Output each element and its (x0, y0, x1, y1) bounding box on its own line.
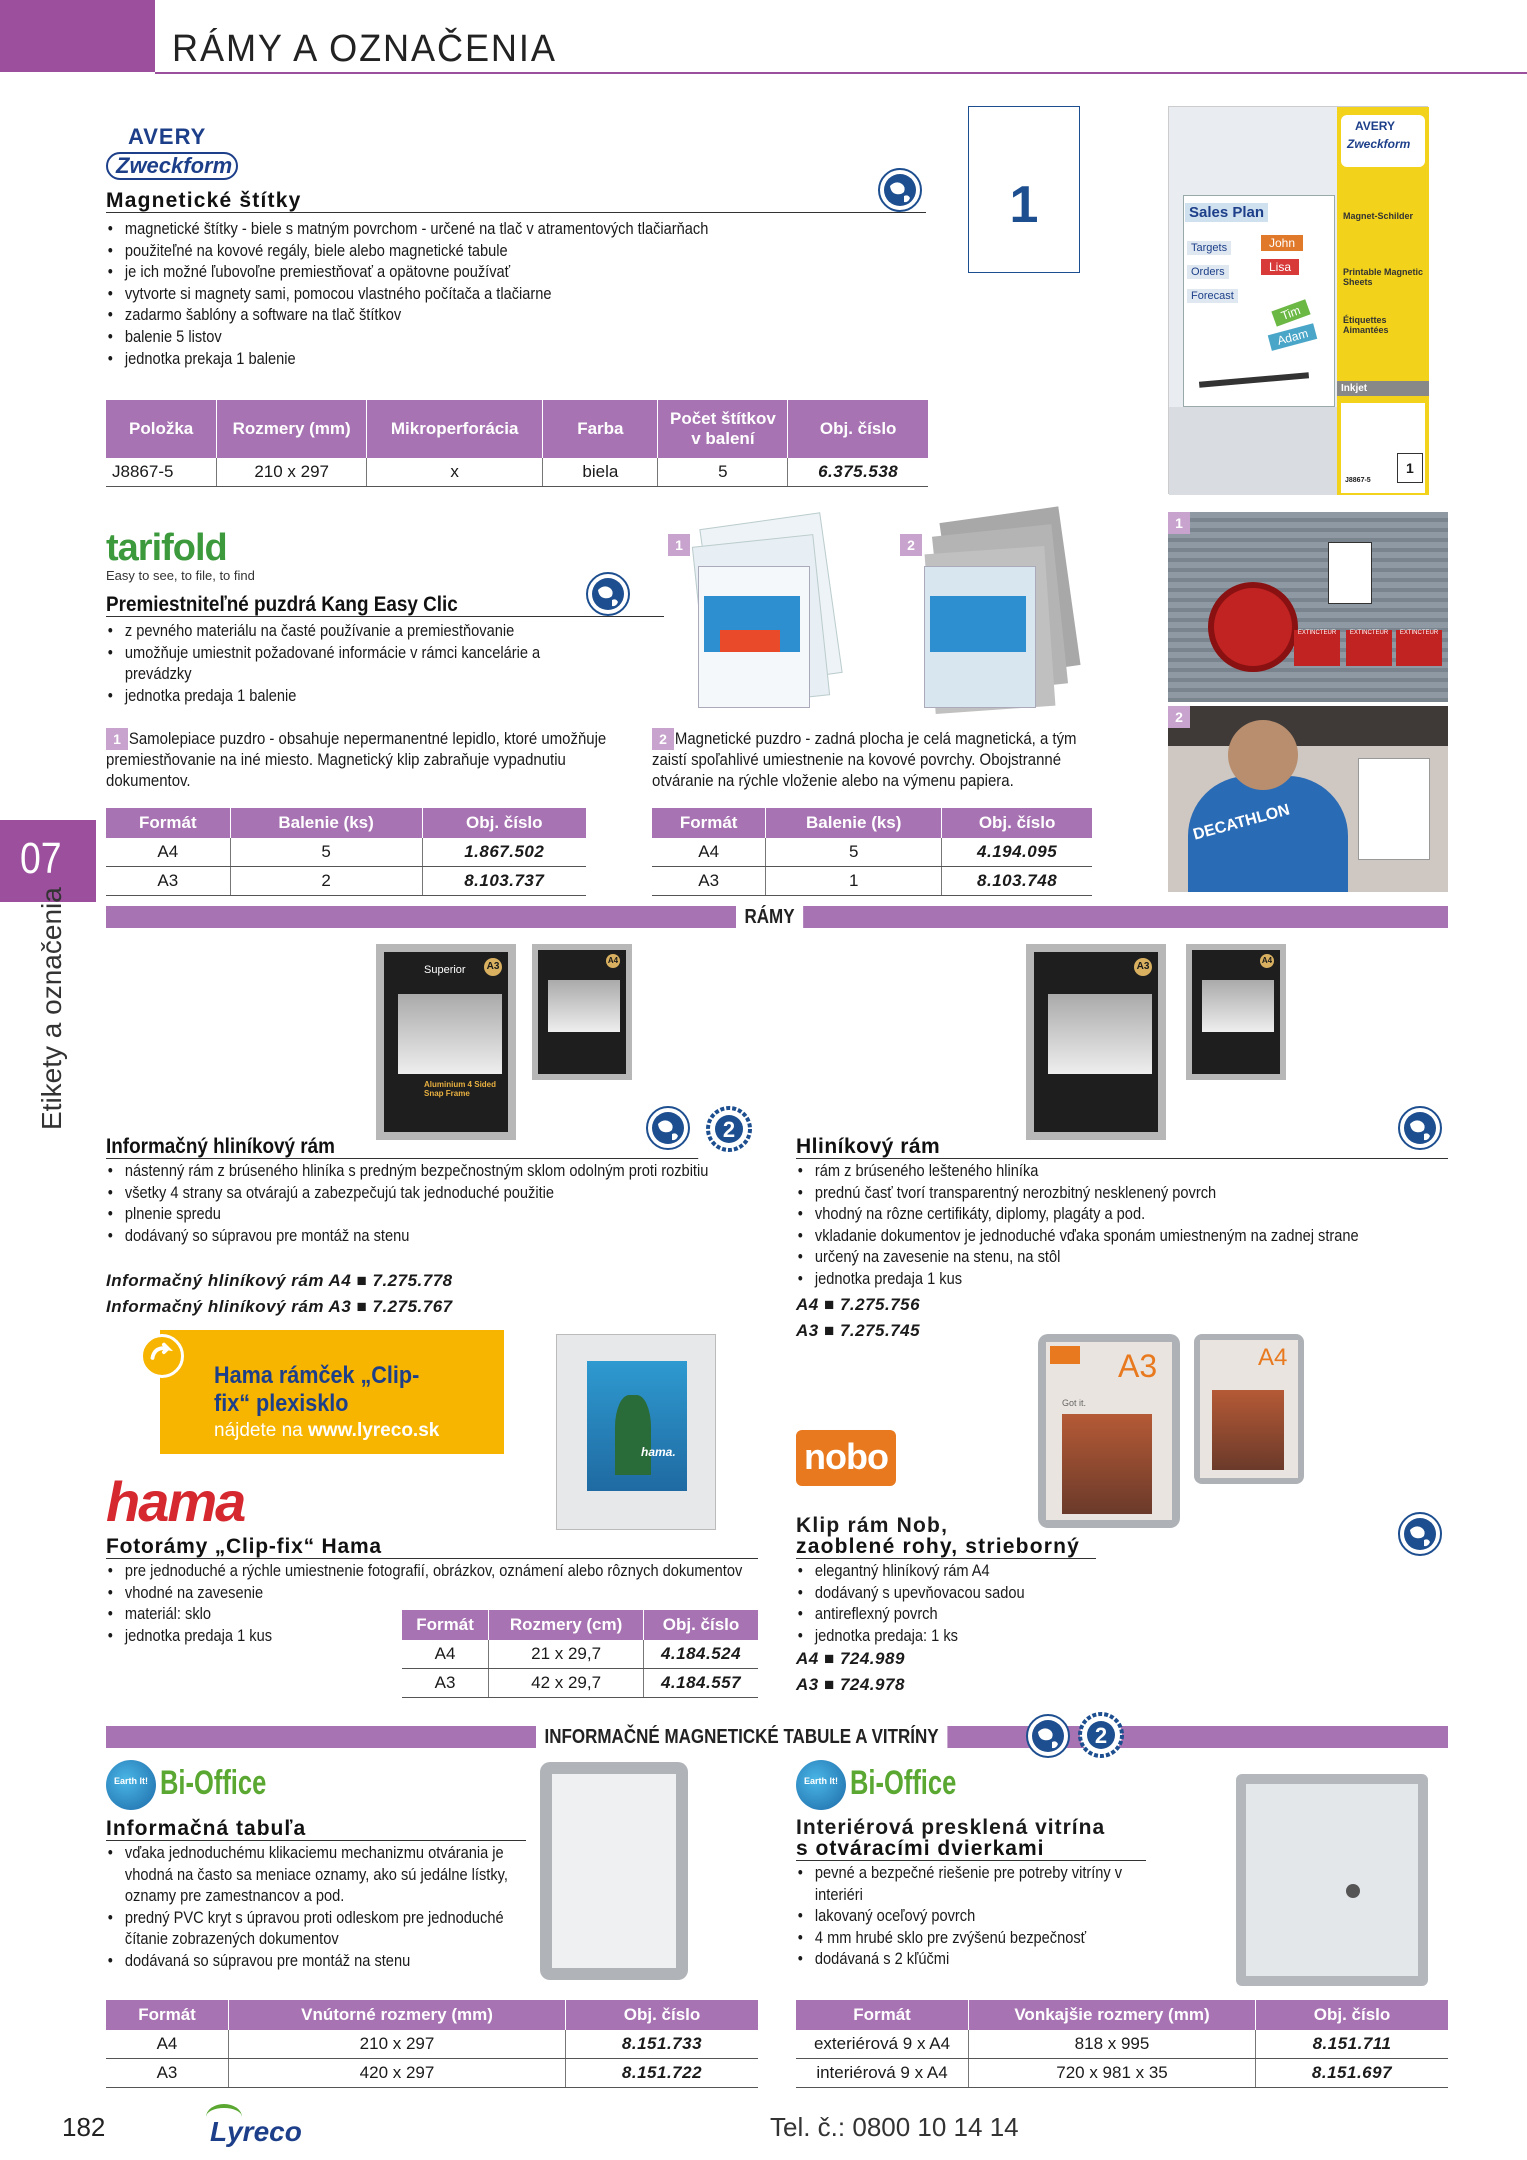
table-cell: J8867-5 (106, 458, 217, 487)
list-item: • pevné a bezpečné riešenie pre potreby vitríny v interiéri (796, 1862, 1159, 1905)
table-header: Rozmery (cm) (489, 1610, 644, 1640)
shirt-text: DECATHLON (1191, 801, 1292, 844)
table-row (106, 2059, 758, 2088)
table-header: Obj. číslo (422, 808, 586, 838)
nobo-bullets (796, 1560, 1396, 1646)
snap-frame-image-a3 (376, 944, 516, 1140)
table-cell: 4.184.557 (644, 1669, 758, 1698)
table-cell: 8.103.748 (942, 867, 1092, 896)
pack-text: Tim (1271, 299, 1310, 326)
table-cell: 5 (230, 838, 422, 867)
table-cell: A4 (106, 2030, 229, 2059)
list-item: • všetky 4 strany sa otvárajú a zabezpečujú tak jednoduché použitie (106, 1182, 656, 1204)
tarifold-table-1 (106, 808, 586, 896)
aluminium-frame-bullets (796, 1160, 1448, 1290)
table-header: Formát (652, 808, 766, 838)
globe-icon (586, 572, 630, 616)
list-item: • elegantný hliníkový rám A4 (796, 1560, 1312, 1582)
table-row (796, 2059, 1448, 2088)
table-header: Počet štítkov v balení (658, 400, 788, 458)
nobo-logo (796, 1430, 896, 1486)
info-board-image (540, 1762, 688, 1980)
list-item: • dodávaný so súpravou pre montáž na stenu (106, 1225, 656, 1247)
hama-logo: hama (106, 1470, 245, 1533)
footer-phone: Tel. č.: 0800 10 14 14 (770, 2112, 1019, 2142)
tarifold-logo (106, 528, 255, 583)
table-header: Rozmery (mm) (217, 400, 367, 458)
table-cell: 420 x 297 (229, 2059, 566, 2088)
pack-text: Magnet-Schilder (1343, 211, 1414, 221)
frame-label: Superior (424, 964, 466, 976)
svg-text:2: 2 (722, 1117, 736, 1142)
image-number: 1 (668, 534, 690, 556)
chapter-label: Etikety a označenia (36, 887, 67, 1130)
table-header: Formát (402, 1610, 489, 1640)
info-frame-title: Informačný hliníkový rám (106, 1136, 698, 1159)
earth-it-text: Earth It! (803, 1776, 838, 1786)
globe-icon (1026, 1714, 1070, 1758)
frame-format: A3 (1118, 1348, 1158, 1384)
hama-title: Fotorámy „Clip-fix“ Hama (106, 1536, 758, 1559)
table-header: Obj. číslo (1256, 2000, 1449, 2030)
table-cell: biela (543, 458, 658, 487)
table-cell: 1.867.502 (422, 838, 586, 867)
table-cell: 1 (766, 867, 942, 896)
nobo-frame-image-a4 (1194, 1334, 1304, 1484)
info-board-title: Informačná tabuľa (106, 1818, 526, 1841)
globe-icon (1398, 1512, 1442, 1556)
list-item: • pre jednoduché a rýchle umiestnenie fotografií, obrázkov, oznámení alebo rôznych dokumentov (106, 1560, 744, 1582)
desc-number: 2 (652, 728, 674, 750)
table-cell: 5 (766, 838, 942, 867)
table-cell: 818 x 995 (969, 2030, 1256, 2059)
avery-pack-image (1168, 106, 1428, 494)
svg-text:2: 2 (1094, 1723, 1108, 1748)
kang-pouch-image-2 (920, 510, 1090, 710)
list-item: • je ich možné ľubovoľne premiestňovať a opätovne používať (106, 261, 811, 283)
table-header: Formát (106, 2000, 229, 2030)
pack-text: Sales Plan (1185, 203, 1268, 222)
list-item: • antireflexný povrch (796, 1603, 1312, 1625)
warranty-2-icon (1078, 1712, 1124, 1758)
showcase-title-line1: Interiérová presklená vitrína (796, 1816, 1106, 1839)
pack-text: J8867-5 (1345, 477, 1371, 484)
order-code: Informačný hliníkový rám A4 ■ 7.275.778 (106, 1271, 453, 1290)
earth-it-logo (106, 1760, 156, 1810)
pack-text: Forecast (1187, 289, 1238, 303)
avery-bullets (106, 218, 926, 369)
table-row (652, 838, 1092, 867)
sign-text: EXTINCTEUR (1294, 630, 1340, 666)
table-cell: A3 (106, 867, 230, 896)
kang-pouch-image-1 (690, 510, 860, 710)
promo-sub-text: nájdete na (214, 1420, 309, 1441)
promo-title: Hama rámček „Clip-fix“ plexisklo (214, 1362, 420, 1417)
table-cell: A4 (652, 838, 766, 867)
table-row (652, 867, 1092, 896)
header-rule (155, 72, 1527, 74)
snap-frame-image-a4 (532, 944, 632, 1080)
showcase-table (796, 2000, 1448, 2088)
pack-text: 1 (1397, 453, 1423, 483)
frame-label: A4 (1260, 954, 1274, 968)
table-cell: 5 (658, 458, 788, 487)
tarifold-bullets (106, 620, 626, 706)
list-item: • určený na zavesenie na stenu, na stôl (796, 1246, 1357, 1268)
label-layout-box (968, 106, 1080, 273)
table-cell: x (367, 458, 543, 487)
avery-logo (106, 118, 236, 180)
table-cell: 4.184.524 (644, 1640, 758, 1669)
list-item: • vytvorte si magnety sami, pomocou vlastného počítača a tlačiarne (106, 283, 811, 305)
photo-brand: hama. (641, 1445, 676, 1459)
frame-label: Aluminium 4 Sided Snap Frame (424, 1080, 497, 1098)
decathlon-photo (1168, 706, 1448, 892)
pack-text: Étiquettes Aimantées (1343, 315, 1389, 335)
table-header: Obj. číslo (788, 400, 928, 458)
clip-fix-frame-image (556, 1334, 716, 1530)
table-row (402, 1669, 758, 1698)
section-title-ramy: RÁMY (736, 906, 803, 928)
list-item: • jednotka predaja 1 kus (106, 1625, 656, 1647)
table-row (106, 867, 586, 896)
earth-it-text: Earth It! (113, 1776, 148, 1786)
list-item: • lakovaný oceľový povrch (796, 1905, 1140, 1927)
image-number: 2 (900, 534, 922, 556)
aluminium-frame-title: Hliníkový rám (796, 1136, 1448, 1159)
pack-text: Orders (1187, 265, 1229, 279)
snap-frame-image-a3-right (1026, 944, 1166, 1140)
nobo-frame-image-a3 (1038, 1334, 1180, 1528)
list-item: • jednotka prekaja 1 balenie (106, 348, 811, 370)
pack-text: Targets (1187, 241, 1231, 255)
showcase-title-line2: s otváracími dvierkami (796, 1838, 1146, 1861)
sign-text: EXTINCTEUR (1346, 630, 1392, 666)
tarifold-tagline: Easy to see, to file, to find (106, 568, 255, 583)
tarifold-table-2 (652, 808, 1092, 896)
chapter-number: 07 (20, 834, 62, 883)
nobo-title-line2: zaoblené rohy, strieborný (796, 1536, 1096, 1559)
list-item: • z pevného materiálu na časté používanie a premiestňovanie (106, 620, 553, 642)
pack-text: Printable Magnetic Sheets (1343, 267, 1424, 287)
warranty-2-icon (706, 1106, 752, 1152)
table-header: Obj. číslo (566, 2000, 759, 2030)
table-cell: interiérová 9 x A4 (796, 2059, 969, 2088)
table-cell: 6.375.538 (788, 458, 928, 487)
header-tab (0, 0, 155, 72)
sign-text: EXTINCTEUR (1396, 630, 1442, 666)
list-item: • dodávaná s 2 kľúčmi (796, 1948, 1140, 1970)
table-cell: A4 (106, 838, 230, 867)
desc-number: 1 (106, 728, 128, 750)
frame-text: Got it. (1062, 1398, 1087, 1408)
table-header: Balenie (ks) (766, 808, 942, 838)
snap-frame-image-a4-right (1186, 944, 1286, 1080)
avery-logo-top: AVERY (128, 124, 207, 149)
table-cell: 42 x 29,7 (489, 1669, 644, 1698)
bi-office-logo: Bi-Office (850, 1764, 957, 1802)
bi-office-logo: Bi-Office (160, 1764, 267, 1802)
table-cell: 2 (230, 867, 422, 896)
table-cell: 210 x 297 (229, 2030, 566, 2059)
table-cell: 8.151.733 (566, 2030, 759, 2059)
order-code: A4 ■ 7.275.756 (796, 1295, 921, 1314)
list-item: • vďaka jednoduchému klikaciemu mechanizmu otvárania je vhodná na často sa meniace oznamy, ako sú jedálne lístky, oznamy pre zamestnancov a pod. (106, 1842, 529, 1907)
table-row (106, 2030, 758, 2059)
pack-text: Inkjet (1337, 381, 1429, 396)
extinguisher-photo (1168, 512, 1448, 702)
table-cell: 720 x 981 x 35 (969, 2059, 1256, 2088)
avery-table (106, 400, 928, 487)
table-cell: 8.103.737 (422, 867, 586, 896)
table-cell: 21 x 29,7 (489, 1640, 644, 1669)
image-number: 2 (1168, 706, 1190, 728)
pack-text: John (1261, 235, 1303, 251)
table-cell: A3 (106, 2059, 229, 2088)
list-item: • vhodné na zavesenie (106, 1582, 656, 1604)
section-title-tabule: INFORMAČNÉ MAGNETICKÉ TABULE A VITRÍNY (536, 1726, 947, 1748)
image-number: 1 (1168, 512, 1190, 534)
list-item: • prednú časť tvorí transparentný nerozbitný nesklenený povrch (796, 1182, 1357, 1204)
showcase-bullets (796, 1862, 1196, 1970)
order-code: A4 ■ 724.989 (796, 1649, 905, 1668)
nobo-brand: nobo (804, 1436, 888, 1477)
order-code: A3 ■ 724.978 (796, 1675, 905, 1694)
zweckform-logo: Zweckform (116, 153, 233, 178)
order-code: A3 ■ 7.275.745 (796, 1321, 921, 1340)
promo-link[interactable]: www.lyreco.sk (308, 1420, 440, 1441)
table-cell: 8.151.711 (1256, 2030, 1449, 2059)
lyreco-brand: Lyreco (210, 2116, 302, 2147)
info-frame-bullets (106, 1160, 746, 1246)
table-cell: 8.151.697 (1256, 2059, 1449, 2088)
order-code: Informačný hliníkový rám A3 ■ 7.275.767 (106, 1297, 453, 1316)
avery-title: Magnetické štítky (106, 190, 926, 213)
page-number: 182 (62, 2112, 106, 2142)
list-item: • dodávaná so súpravou pre montáž na stenu (106, 1950, 467, 1972)
list-item: • jednotka predaja: 1 ks (796, 1625, 1312, 1647)
table-header: Balenie (ks) (230, 808, 422, 838)
table-header: Obj. číslo (644, 1610, 758, 1640)
info-board-table (106, 2000, 758, 2088)
tarifold-desc-2: Magnetické puzdro - zadná plocha je celá magnetická, a tým zaistí spoľahlivé umiestnenie na kovové povrchy. Obojstranné otváranie na rýchle vloženie alebo na výmenu papiera. (652, 729, 1077, 790)
table-header: Mikroperforácia (367, 400, 543, 458)
list-item: • nástenný rám z brúseného hliníka s predným bezpečnostným sklom odolným proti rozbitiu (106, 1160, 744, 1182)
list-item: • zadarmo šablóny a software na tlač štítkov (106, 304, 811, 326)
page-title: RÁMY A OZNAČENIA (172, 28, 557, 70)
tarifold-brand: tarifold (106, 527, 227, 569)
hama-table (402, 1610, 758, 1698)
table-header: Obj. číslo (942, 808, 1092, 838)
table-cell: A3 (402, 1669, 489, 1698)
frame-label: A3 (484, 958, 502, 976)
list-item: • predný PVC kryt s úpravou proti odleskom pre jednoduché čítanie zobrazených dokumentov (106, 1907, 529, 1950)
list-item: • materiál: sklo (106, 1603, 656, 1625)
list-item: • magnetické štítky - biele s matným povrchom - určené na tlač v atramentových tlačiarňach (106, 218, 811, 240)
frame-label: A4 (606, 954, 620, 968)
table-row (402, 1640, 758, 1669)
earth-it-logo (796, 1760, 846, 1810)
info-board-bullets (106, 1842, 526, 1972)
promo-arrow-icon (140, 1334, 184, 1378)
list-item: • jednotka predaja 1 balenie (106, 685, 553, 707)
table-header: Formát (106, 808, 230, 838)
promo-sub (214, 1420, 439, 1442)
frame-format: A4 (1258, 1344, 1288, 1371)
globe-icon (878, 168, 922, 212)
table-cell: 210 x 297 (217, 458, 367, 487)
pack-text: Lisa (1261, 259, 1299, 275)
nobo-title-line1: Klip rám Nob, (796, 1514, 949, 1537)
showcase-image (1236, 1774, 1428, 1986)
list-item: • rám z brúseného lešteného hliníka (796, 1160, 1357, 1182)
list-item: • vhodný na rôzne certifikáty, diplomy, plagáty a pod. (796, 1203, 1357, 1225)
table-cell: exteriérová 9 x A4 (796, 2030, 969, 2059)
table-row (106, 838, 586, 867)
pack-brand: Zweckform (1347, 137, 1411, 151)
table-row (796, 2030, 1448, 2059)
list-item: • použiteľné na kovové regály, biele alebo magnetické tabule (106, 240, 811, 262)
list-item: • vkladanie dokumentov je jednoduché vďaka sponám umiestneným na zadnej strane (796, 1225, 1357, 1247)
table-cell: 8.151.722 (566, 2059, 759, 2088)
label-layout-number: 1 (1009, 176, 1039, 234)
list-item: • balenie 5 listov (106, 326, 811, 348)
pack-text: Adam (1268, 323, 1318, 351)
pack-brand: AVERY (1355, 119, 1396, 133)
list-item: • umožňuje umiestnit požadované informácie v rámci kancelárie a prevádzky (106, 642, 589, 685)
table-header: Formát (796, 2000, 969, 2030)
tarifold-desc-1: Samolepiace puzdro - obsahuje nepermanentné lepidlo, ktoré umožňuje premiestňovanie na iné miesto. Magnetický klip zabraňuje vypadnutiu dokumentov. (106, 729, 607, 790)
tarifold-title: Premiestniteľné puzdrá Kang Easy Clic (106, 594, 664, 617)
table-header: Položka (106, 400, 217, 458)
table-cell: 4.194.095 (942, 838, 1092, 867)
table-header: Vnútorné rozmery (mm) (229, 2000, 566, 2030)
list-item: • plnenie spredu (106, 1203, 656, 1225)
table-header: Vonkajšie rozmery (mm) (969, 2000, 1256, 2030)
table-row (106, 458, 928, 487)
list-item: • 4 mm hrubé sklo pre zvýšenú bezpečnosť (796, 1927, 1140, 1949)
table-cell: A4 (402, 1640, 489, 1669)
list-item: • dodávaný s upevňovacou sadou (796, 1582, 1312, 1604)
frame-label: A3 (1134, 958, 1152, 976)
table-cell: A3 (652, 867, 766, 896)
table-header: Farba (543, 400, 658, 458)
list-item: • jednotka predaja 1 kus (796, 1268, 1357, 1290)
